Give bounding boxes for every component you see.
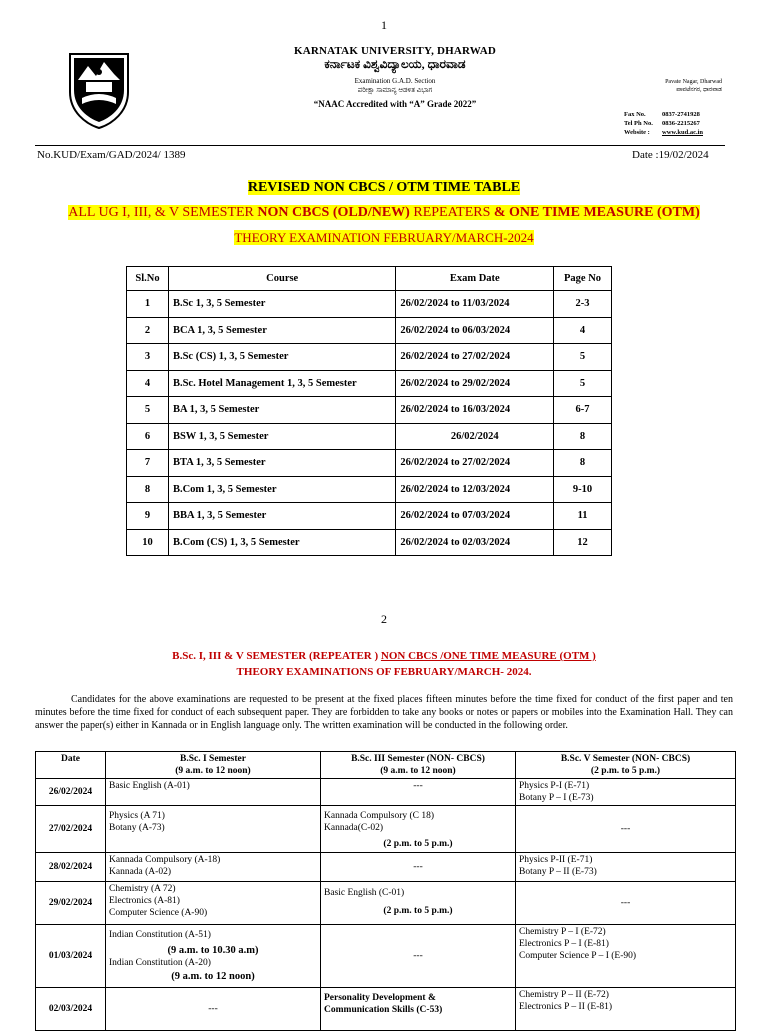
fax-label: Fax No.: [624, 111, 646, 118]
table-cell: [516, 882, 736, 925]
no-paper: ---: [413, 951, 423, 961]
instructions-paragraph: Candidates for the above examinations are requested to be present at the fixed places fifteen minutes before the time fixed for conduct of the first paper and ten minutes before the time fixed for conduct of each subsequent paper. They are forbidden to take any books or notes or papers or mobiles into the Examination Hall. They can answer the paper(s) either in Kannada or in English language only. The written examination will be conducted in the following order.: [35, 694, 733, 731]
sub-title-part-d: & ONE TIME MEASURE (OTM): [493, 205, 700, 220]
table-cell: BBA 1, 3, 5 Semester: [168, 503, 395, 530]
table-row: [127, 476, 612, 503]
table-row: [127, 370, 612, 397]
header-divider: [35, 145, 725, 146]
table-row: [127, 344, 612, 371]
table-cell: 4: [554, 317, 612, 344]
website-link[interactable]: www.kud.ac.in: [662, 129, 703, 136]
paper: Indian Constitution (A-51): [109, 930, 211, 940]
sem5-time: (2 p.m. to 5 p.m.): [590, 766, 661, 776]
page2-title-part-a: B.Sc. I, III & V SEMESTER (REPEATER ): [172, 650, 381, 662]
exam-date: 29/02/2024: [36, 882, 106, 925]
no-paper: ---: [208, 1004, 218, 1014]
table-cell: BCA 1, 3, 5 Semester: [168, 317, 395, 344]
paper: Chemistry P – I (E-72): [519, 927, 606, 937]
table-cell: BSW 1, 3, 5 Semester: [168, 423, 395, 450]
table-cell: [516, 925, 736, 988]
table-cell: [321, 853, 516, 882]
header-cell: Exam Date: [396, 267, 554, 291]
contact-block: [624, 110, 703, 137]
session-time: (9 a.m. to 12 noon): [171, 971, 255, 982]
sem3-time: (9 a.m. to 12 noon): [380, 766, 456, 776]
table-cell: BA 1, 3, 5 Semester: [168, 397, 395, 424]
table-row: [36, 853, 736, 882]
table-cell: 10: [127, 529, 169, 556]
table-cell: 5: [127, 397, 169, 424]
table-cell: [321, 882, 516, 925]
paper: Physics (A 71): [109, 811, 165, 821]
table-cell: [321, 925, 516, 988]
exam-date: 28/02/2024: [36, 853, 106, 882]
header-cell: Course: [168, 267, 395, 291]
table-cell: B.Com 1, 3, 5 Semester: [168, 476, 395, 503]
table-row: [127, 397, 612, 424]
sub-title-part-a: ALL UG I, III, & V SEMESTER: [68, 205, 258, 220]
exam-date: 02/03/2024: [36, 988, 106, 1031]
paper: Personality Development &: [324, 993, 436, 1003]
table-row: [36, 779, 736, 806]
table-cell: 11: [554, 503, 612, 530]
header-cell: [106, 752, 321, 779]
sub-title-part-c: REPEATERS: [409, 205, 494, 220]
paper: Botany P – I (E-73): [519, 793, 594, 803]
no-paper: ---: [413, 781, 423, 791]
table-cell: [516, 853, 736, 882]
table-row: [36, 806, 736, 853]
table-cell: [106, 882, 321, 925]
table-cell: 2-3: [554, 291, 612, 318]
exam-date: 27/02/2024: [36, 806, 106, 853]
table-cell: [321, 779, 516, 806]
table-cell: [321, 806, 516, 853]
paper: Kannada Compulsory (A-18): [109, 855, 221, 865]
main-title-text: REVISED NON CBCS / OTM TIME TABLE: [247, 180, 521, 195]
sem5-header: B.Sc. V Semester (NON- CBCS): [560, 754, 691, 764]
header-cell: [321, 752, 516, 779]
table-row: [127, 503, 612, 530]
table-row: [36, 988, 736, 1031]
table-cell: 26/02/2024 to 27/02/2024: [396, 344, 554, 371]
header-cell: Sl.No: [127, 267, 169, 291]
paper: Basic English (C-01): [324, 888, 405, 898]
table-cell: 26/02/2024 to 06/03/2024: [396, 317, 554, 344]
table-cell: 9-10: [554, 476, 612, 503]
table-cell: 26/02/2024 to 02/03/2024: [396, 529, 554, 556]
table-cell: 12: [554, 529, 612, 556]
table-row: [36, 882, 736, 925]
table-row: [127, 291, 612, 318]
paper: Kannada Compulsory (C 18): [324, 811, 435, 821]
table-cell: BTA 1, 3, 5 Semester: [168, 450, 395, 477]
table-cell: 5: [554, 344, 612, 371]
table-header-row: [36, 752, 736, 779]
table-cell: [516, 779, 736, 806]
header-cell: [36, 752, 106, 779]
session-time: (2 p.m. to 5 p.m.): [383, 839, 453, 849]
paper: Chemistry (A 72): [109, 884, 176, 894]
fax-value: 0837-2741928: [662, 111, 700, 118]
table-cell: 26/02/2024 to 12/03/2024: [396, 476, 554, 503]
table-cell: 26/02/2024 to 16/03/2024: [396, 397, 554, 424]
table-cell: 26/02/2024 to 11/03/2024: [396, 291, 554, 318]
page2-subtitle: THEORY EXAMINATIONS OF FEBRUARY/MARCH- 2024.: [236, 666, 532, 678]
table-cell: B.Sc (CS) 1, 3, 5 Semester: [168, 344, 395, 371]
table-cell: 6-7: [554, 397, 612, 424]
paper: Kannada (A-02): [109, 867, 171, 877]
table-row: [127, 529, 612, 556]
theory-title: [0, 230, 768, 246]
table-cell: [516, 806, 736, 853]
table-cell: 9: [127, 503, 169, 530]
table-cell: 2: [127, 317, 169, 344]
table-cell: 26/02/2024 to 07/03/2024: [396, 503, 554, 530]
table-row: [127, 450, 612, 477]
table-cell: 7: [127, 450, 169, 477]
table-row: [36, 925, 736, 988]
paper: Physics P-I (E-71): [519, 781, 590, 791]
header-cell: Page No: [554, 267, 612, 291]
table-cell: 8: [554, 450, 612, 477]
table-cell: [321, 988, 516, 1031]
paper: Kannada(C-02): [324, 823, 384, 833]
table-cell: 5: [554, 370, 612, 397]
website-label: Website :: [624, 129, 650, 136]
table-row: [127, 423, 612, 450]
table-cell: [106, 925, 321, 988]
table-row: [127, 317, 612, 344]
paper: Electronics (A-81): [109, 896, 180, 906]
bsc-timetable: [35, 751, 736, 1031]
table-cell: 3: [127, 344, 169, 371]
paper: Electronics P – II (E-81): [519, 1002, 613, 1012]
paper: Physics P-II (E-71): [519, 855, 593, 865]
table-cell: 1: [127, 291, 169, 318]
table-header-row: [127, 267, 612, 291]
table-cell: B.Sc 1, 3, 5 Semester: [168, 291, 395, 318]
session-time: (9 a.m. to 10.30 a.m): [167, 945, 259, 956]
tel-label: Tel Ph No.: [624, 120, 653, 127]
no-paper: ---: [413, 862, 423, 872]
table-cell: 6: [127, 423, 169, 450]
sem1-time: (9 a.m. to 12 noon): [175, 766, 251, 776]
sub-title-part-b: NON CBCS (OLD/NEW): [257, 205, 410, 220]
page2-title-part-b: NON CBCS /ONE TIME MEASURE (OTM ): [380, 650, 596, 662]
paper: Computer Science (A-90): [109, 908, 208, 918]
paper: Botany (A-73): [109, 823, 165, 833]
university-name: KARNATAK UNIVERSITY, DHARWAD: [293, 45, 497, 57]
page-number: 2: [381, 612, 387, 626]
page-number: 1: [381, 18, 387, 32]
paper: Basic English (A-01): [109, 781, 190, 791]
section-name: Examination G.A.D. Section: [354, 77, 436, 85]
exam-date: 01/03/2024: [36, 925, 106, 988]
table-cell: [106, 853, 321, 882]
main-title: [0, 180, 768, 196]
table-cell: 4: [127, 370, 169, 397]
table-cell: [106, 988, 321, 1031]
address-kannada: ಪಾವಟೆನಗರ, ಧಾರವಾಡ: [676, 87, 722, 93]
sub-title: [0, 205, 768, 221]
exam-date: 26/02/2024: [36, 779, 106, 806]
table-cell: 8: [127, 476, 169, 503]
no-paper: ---: [620, 898, 631, 908]
university-name-kannada: ಕರ್ನಾಟಕ ವಿಶ್ವವಿದ್ಯಾಲಯ, ಧಾರವಾಡ: [324, 57, 466, 71]
header-cell: [516, 752, 736, 779]
table-cell: [516, 988, 736, 1031]
date-column-header: Date: [61, 754, 80, 764]
table-cell: B.Sc. Hotel Management 1, 3, 5 Semester: [168, 370, 395, 397]
table-cell: B.Com (CS) 1, 3, 5 Semester: [168, 529, 395, 556]
sem3-header: B.Sc. III Semester (NON- CBCS): [351, 754, 485, 764]
table-cell: 26/02/2024 to 29/02/2024: [396, 370, 554, 397]
paper: Electronics P – I (E-81): [519, 939, 609, 949]
table-cell: 8: [554, 423, 612, 450]
section-name-kannada: ಪರೀಕ್ಷಾ ಸಾಮಾನ್ಯ ಆಡಳಿತ ವಿಭಾಗ: [357, 86, 433, 94]
page2-title: [0, 650, 768, 662]
table-cell: 26/02/2024: [396, 423, 554, 450]
address: Pavate Nagar, Dharwad: [665, 79, 722, 85]
paper: Communication Skills (C-53): [324, 1005, 443, 1015]
document-date: Date :19/02/2024: [632, 149, 709, 161]
paper: Botany P – II (E-73): [519, 867, 597, 877]
sem1-header: B.Sc. I Semester: [180, 754, 246, 764]
course-index-table: [126, 266, 612, 556]
reference-number: No.KUD/Exam/GAD/2024/ 1389: [37, 149, 186, 161]
table-cell: 26/02/2024 to 27/02/2024: [396, 450, 554, 477]
paper: Indian Constitution (A-20): [109, 958, 211, 968]
tel-value: 0836-2215267: [662, 120, 700, 127]
no-paper: ---: [620, 824, 631, 834]
paper: Computer Science P – I (E-90): [519, 951, 637, 961]
naac-accreditation: “NAAC Accredited with “A” Grade 2022”: [313, 99, 477, 109]
theory-title-text: THEORY EXAMINATION FEBRUARY/MARCH-2024: [234, 230, 534, 245]
paper: Chemistry P – II (E-72): [519, 990, 609, 1000]
table-cell: [106, 806, 321, 853]
university-emblem-icon: [66, 50, 132, 130]
table-cell: [106, 779, 321, 806]
session-time: (2 p.m. to 5 p.m.): [383, 906, 453, 916]
